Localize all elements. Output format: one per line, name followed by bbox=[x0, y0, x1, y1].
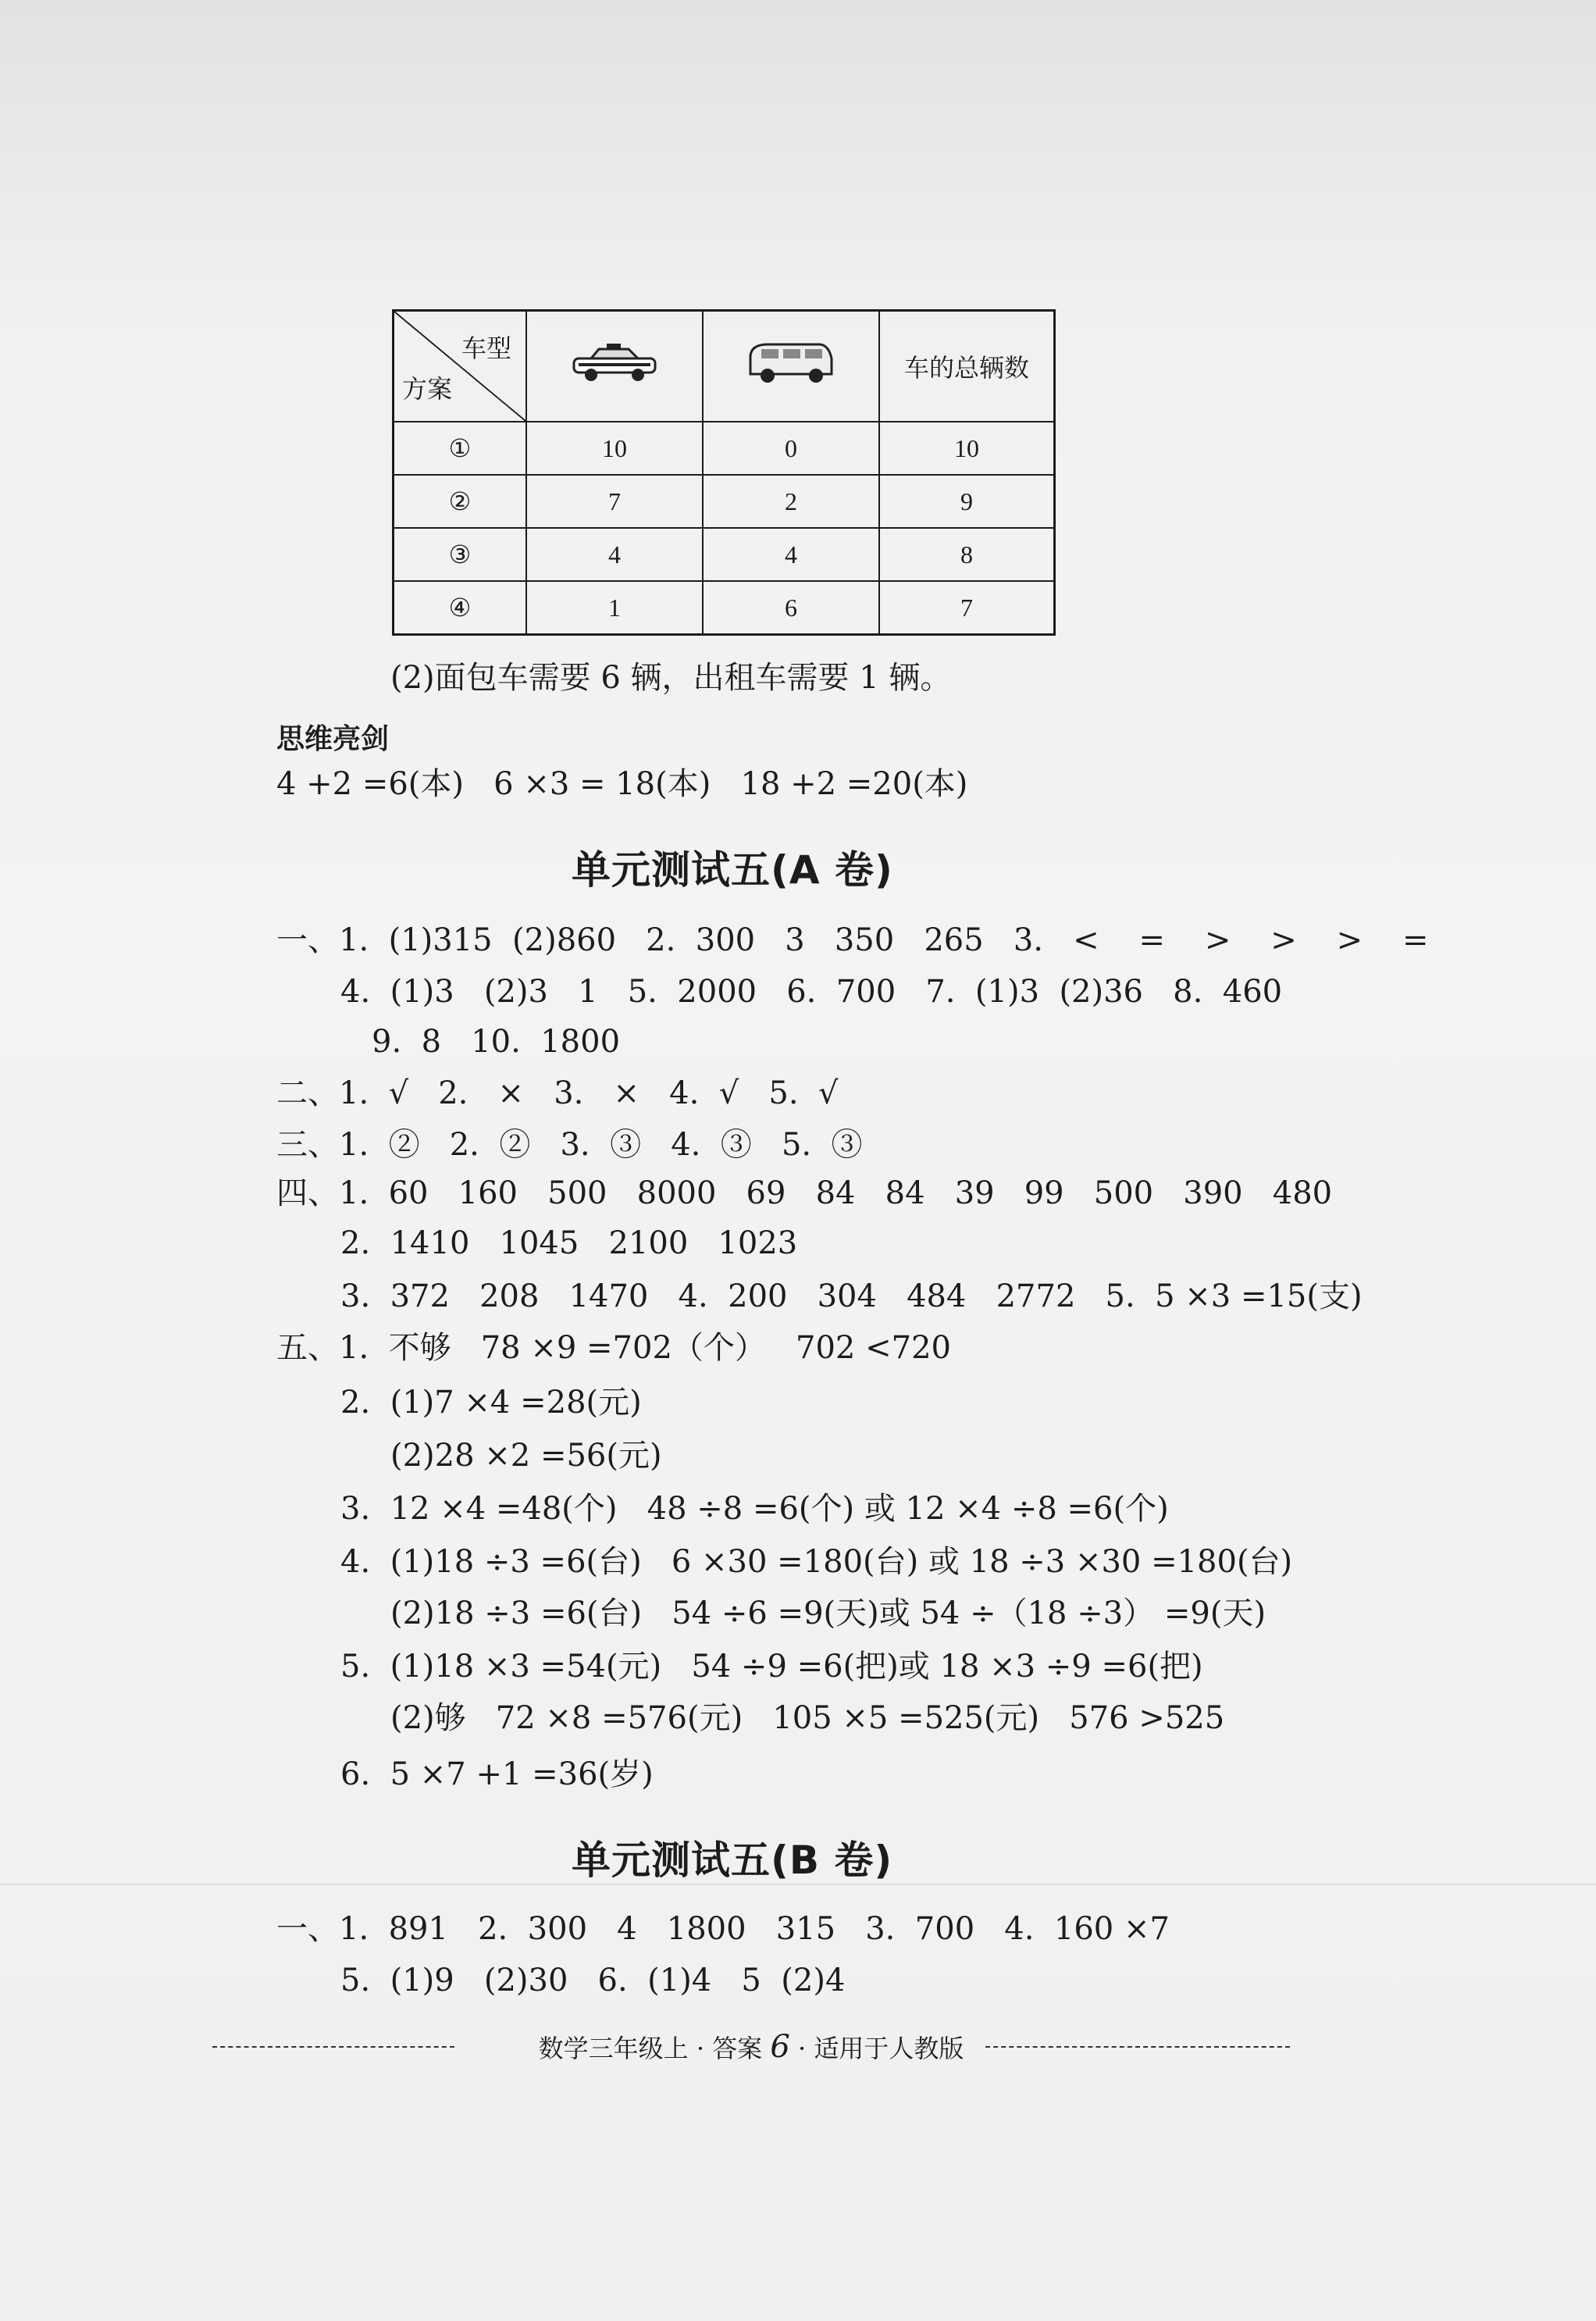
taxi-cell: 10 bbox=[526, 422, 703, 475]
van-column-header bbox=[703, 311, 879, 422]
taxi-column-header bbox=[526, 311, 703, 422]
test-a-line: 二、1. √ 2. × 3. × 4. √ 5. √ bbox=[276, 1075, 839, 1111]
van-cell: 6 bbox=[703, 581, 879, 635]
total-cell: 10 bbox=[879, 422, 1055, 475]
van-cell: 2 bbox=[703, 475, 879, 528]
plan-cell: ② bbox=[394, 475, 527, 528]
corner-label-plan: 方案 bbox=[402, 375, 453, 403]
test-a-line: 2. (1)7 ×4 =28(元) bbox=[340, 1385, 642, 1421]
test-a-line: (2)28 ×2 =56(元) bbox=[390, 1438, 662, 1474]
table-row bbox=[394, 581, 1055, 635]
plan-cell: ④ bbox=[394, 581, 527, 635]
page-footer bbox=[212, 2026, 1290, 2065]
test-a-line: 一、1. (1)315 (2)860 2. 300 3 350 265 3. < = > > > = bbox=[276, 922, 1429, 958]
taxi-icon bbox=[568, 340, 661, 387]
taxi-cell: 7 bbox=[526, 475, 703, 528]
plan-table bbox=[392, 309, 1056, 636]
taxi-cell: 4 bbox=[526, 528, 703, 581]
table-header-row bbox=[394, 311, 1055, 422]
table-corner-cell bbox=[394, 311, 527, 422]
thinking-title: 思维亮剑 bbox=[276, 723, 390, 755]
test-a-line: 4. (1)18 ÷3 =6(台) 6 ×30 =180(台) 或 18 ÷3 ×30 =180(台) bbox=[340, 1544, 1293, 1580]
test-a-line: 9. 8 10. 1800 bbox=[372, 1024, 621, 1060]
test-a-line: 6. 5 ×7 +1 =36(岁) bbox=[340, 1756, 654, 1792]
test-a-line: 2. 1410 1045 2100 1023 bbox=[340, 1225, 798, 1261]
test-b-title: 单元测试五(B 卷) bbox=[572, 1838, 893, 1883]
plan-cell: ① bbox=[394, 422, 527, 475]
test-a-line: (2)够 72 ×8 =576(元) 105 ×5 =525(元) 576 >525 bbox=[390, 1700, 1225, 1736]
table-row bbox=[394, 475, 1055, 528]
test-a-title: 单元测试五(A 卷) bbox=[572, 847, 893, 893]
test-a-line: (2)18 ÷3 =6(台) 54 ÷6 =9(天)或 54 ÷（18 ÷3） =9(天) bbox=[390, 1595, 1266, 1631]
test-b-line: 一、1. 891 2. 300 4 1800 315 3. 700 4. 160 ×7 bbox=[276, 1911, 1170, 1947]
van-icon bbox=[744, 338, 838, 388]
van-cell: 4 bbox=[703, 528, 879, 581]
page-fold-line bbox=[0, 1884, 1596, 1886]
van-cell: 0 bbox=[703, 422, 879, 475]
test-a-line: 5. (1)18 ×3 =54(元) 54 ÷9 =6(把)或 18 ×3 ÷9 =6(把) bbox=[340, 1649, 1203, 1685]
test-b-line: 5. (1)9 (2)30 6. (1)4 5 (2)4 bbox=[340, 1963, 846, 1998]
table-row bbox=[394, 422, 1055, 475]
total-cell: 7 bbox=[879, 581, 1055, 635]
test-a-line: 3. 372 208 1470 4. 200 304 484 2772 5. 5 ×3 =15(支) bbox=[340, 1278, 1363, 1314]
table-row bbox=[394, 528, 1055, 581]
corner-label-type: 车型 bbox=[461, 334, 511, 362]
test-a-line: 五、1. 不够 78 ×9 =702（个） 702 <720 bbox=[276, 1330, 951, 1366]
test-a-line: 3. 12 ×4 =48(个) 48 ÷8 =6(个) 或 12 ×4 ÷8 =6(个) bbox=[340, 1491, 1169, 1527]
answer-2-text: (2)面包车需要 6 辆，出租车需要 1 辆。 bbox=[390, 660, 952, 696]
footer-page-number: 6 bbox=[770, 2029, 790, 2065]
total-column-header: 车的总辆数 bbox=[879, 311, 1055, 422]
plan-cell: ③ bbox=[394, 528, 527, 581]
test-a-line: 4. (1)3 (2)3 1 5. 2000 6. 700 7. (1)3 (2)36 8. 460 bbox=[340, 974, 1283, 1010]
test-a-line: 四、1. 60 160 500 8000 69 84 84 39 99 500 390 480 bbox=[276, 1175, 1333, 1211]
footer-left-text: 数学三年级上 · 答案 bbox=[538, 2034, 771, 2063]
thinking-line: 4 +2 =6(本) 6 ×3 = 18(本) 18 +2 =20(本) bbox=[276, 766, 968, 802]
taxi-cell: 1 bbox=[526, 581, 703, 635]
footer-text bbox=[212, 2029, 1290, 2065]
total-cell: 8 bbox=[879, 528, 1055, 581]
total-cell: 9 bbox=[879, 475, 1055, 528]
footer-right-text: · 适用于人教版 bbox=[789, 2034, 964, 2063]
test-a-line: 三、1. ② 2. ② 3. ③ 4. ③ 5. ③ bbox=[276, 1127, 863, 1163]
